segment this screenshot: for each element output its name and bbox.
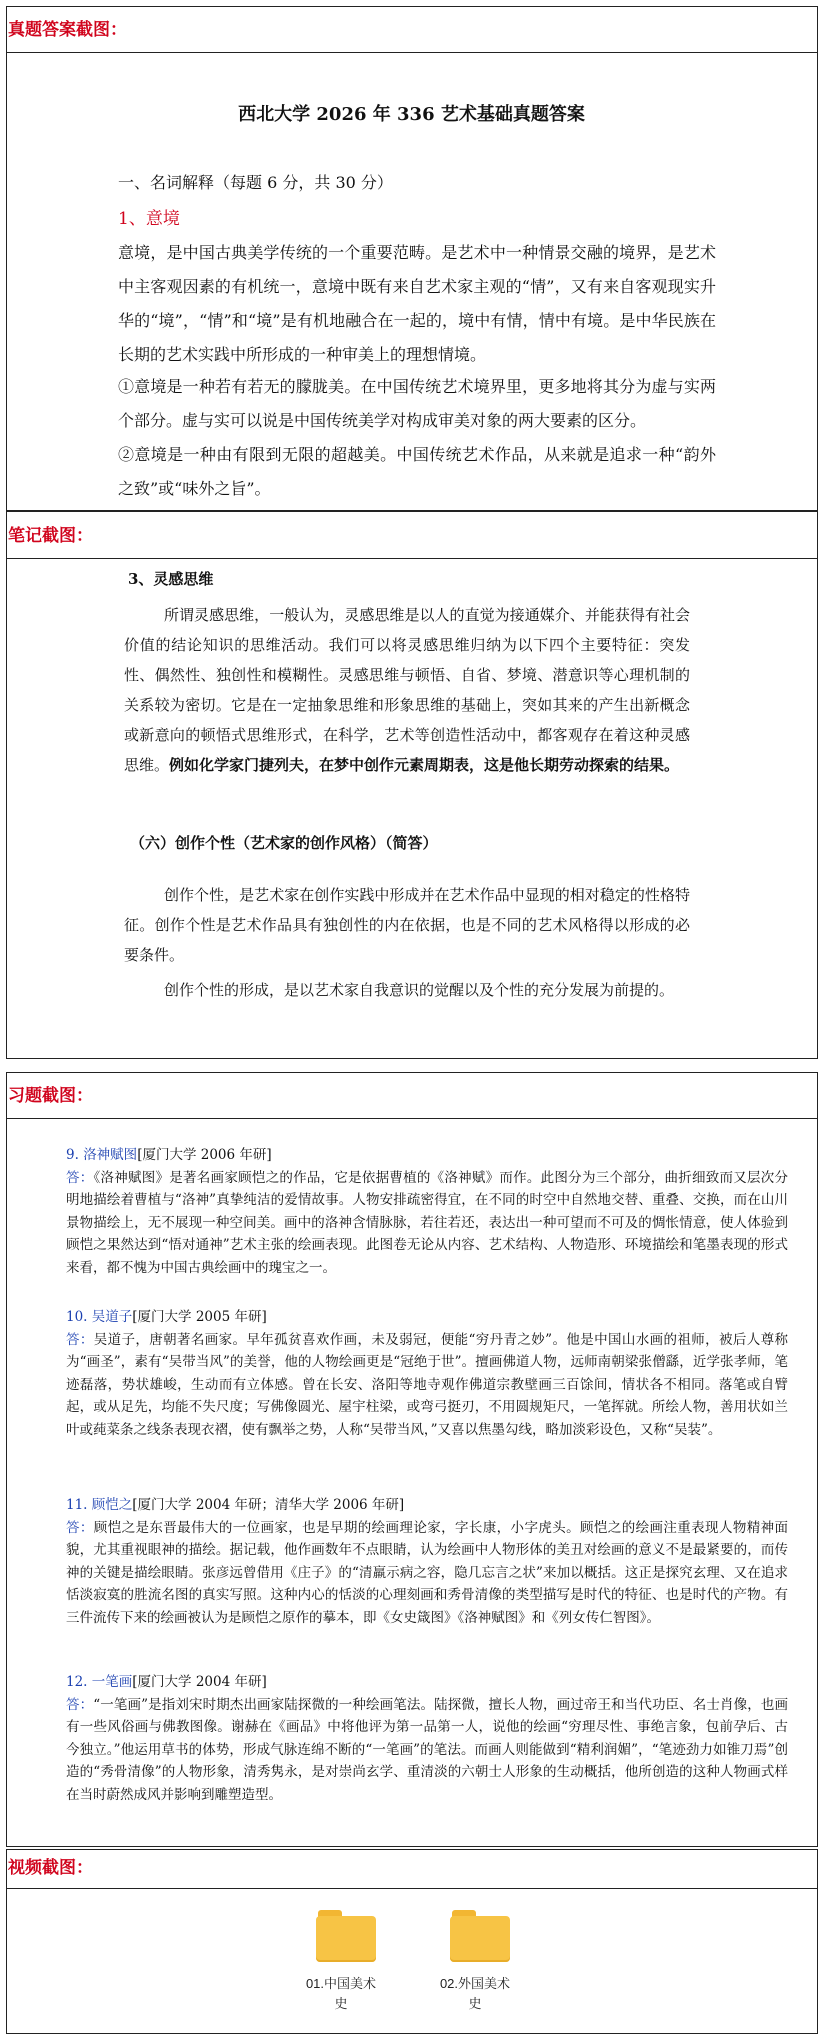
paragraph: ①意境是一种若有若无的朦胧美。在中国传统艺术境界里，更多地将其分为虚与实两个部分。虚与实可以说是中国传统美学对构成审美对象的两大要素的区分。: [118, 377, 716, 430]
answer-label: 答：: [66, 1169, 94, 1186]
paragraph: 意境，是中国古典美学传统的一个重要范畴。是艺术中一种情景交融的境界，是艺术中主客观因素的有机统一，意境中既有来自艺术家主观的“情”，又有来自客观现实升华的“境”，“情”和“境”是有机地融合在一起的，境中有情，情中有境。是中华民族在长期的艺术实践中所形成的一种审美上的理想情境。: [118, 243, 716, 364]
exercise-term: 顾恺之: [91, 1497, 133, 1513]
folder-icon[interactable]: [450, 1910, 510, 1962]
document-title: 西北大学 2026 年 336 艺术基础真题答案: [238, 104, 585, 125]
answer-label: 答：: [66, 1519, 94, 1536]
exercise-term: 洛神赋图: [83, 1147, 138, 1163]
notes-subheading: （六）创作个性（艺术家的创作风格）（简答）: [130, 834, 438, 852]
exercise-title: [66, 1306, 788, 1329]
exercise-title: [66, 1144, 788, 1167]
exercise-answer: [66, 1329, 788, 1442]
exercise-source: [厦门大学 2004 年研]: [132, 1674, 267, 1690]
answer-label: 答：: [66, 1331, 94, 1348]
exercise-number: 11.: [66, 1497, 88, 1513]
folder-body: [316, 1916, 376, 1962]
paragraph-emphasis: 例如化学家门捷列夫，在梦中创作元素周期表，这是他长期劳动探索的结果。: [169, 756, 680, 774]
divider: [6, 52, 818, 53]
video-section-header: 视频截图：: [8, 1858, 93, 1878]
folder-label[interactable]: 02.外国美术史: [439, 1976, 511, 2011]
exercise-item: [66, 1306, 788, 1441]
exercise-number: 10.: [66, 1309, 88, 1325]
folder-body: [450, 1916, 510, 1962]
folder-label[interactable]: 01.中国美术史: [305, 1976, 377, 2011]
exercise-title: [66, 1671, 788, 1694]
exercise-answer: [66, 1694, 788, 1807]
exercise-answer: [66, 1517, 788, 1630]
answer-text: 吴道子，唐朝著名画家。早年孤贫喜欢作画，未及弱冠，便能“穷丹青之妙”。他是中国山水画的祖师，被后人尊称为“画圣”，素有“吴带当风”的美誉，他的人物绘画更是“冠绝于世”。擅画佛道人物，远师南朝梁张僧繇，近学张孝师，笔迹磊落，势状雄峻，生动而有立体感。曾在长安、洛阳等地寺观作佛道宗教壁画三百馀间，情状各不相同。落笔或自臂起，或从足先，均能不失尺度；写佛像圆光、屋宇柱梁，或弯弓挺刃，不用圆规矩尺，一笔挥就。所绘人物，善用状如兰叶或莼菜条之线条表现衣褶，使有飘举之势，人称“吴带当风，”又喜以焦墨勾线，略加淡彩设色，又称“吴装”。: [66, 1331, 788, 1438]
video-section: [6, 1849, 818, 2034]
exercise-term: 一笔画: [91, 1674, 133, 1690]
exercise-answer: [66, 1167, 788, 1280]
exercise-item: [66, 1671, 788, 1806]
exercise-title: [66, 1494, 788, 1517]
exercises-section-header: 习题截图：: [8, 1086, 93, 1106]
divider: [6, 558, 818, 559]
answer-text: “一笔画”是指刘宋时期杰出画家陆探微的一种绘画笔法。陆探微，擅长人物，画过帝王和当代功臣、名士肖像，也画有一些风俗画与佛教图像。谢赫在《画品》中将他评为第一品第一人，说他的绘画“穷理尽性、事绝言象，包前孕后、古今独立。”他运用草书的体势，形成气脉连绵不断的“一笔画”的笔法。而画人则能做到“精利润媚”，“笔迹劲力如锥刀焉”创造的“秀骨清像”的人物形象，清秀隽永，是对崇尚玄学、重清淡的六朝士人形象的生动概括，他所创造的这种人物画式样在当时蔚然成风并影响到雕塑造型。: [66, 1696, 788, 1803]
notes-section-header: 笔记截图：: [8, 526, 93, 546]
term-heading: 1、意境: [118, 209, 180, 229]
answer-text: 顾恺之是东晋最伟大的一位画家，也是早期的绘画理论家，字长康，小字虎头。顾恺之的绘画注重表现人物精神面貌，尤其重视眼神的描绘。据记载，他作画数年不点眼睛，认为绘画中人物形体的美丑对绘画的意义不是最紧要的，而传神的关键是描绘眼睛。张彦远曾借用《庄子》的“清羸示病之容，隐几忘言之状”来加以概括。这正是探究玄理、又在追求恬淡寂寞的胜流名图的真实写照。这种内心的恬淡的心理刻画和秀骨清像的类型描写是时代的特征、也是时代的产物。有三件流传下来的绘画被认为是顾恺之原作的摹本，即《女史箴图》《洛神赋图》和《列女传仁智图》。: [66, 1519, 789, 1626]
paragraph: [124, 600, 690, 780]
divider: [6, 1118, 818, 1119]
notes-heading: 3、灵感思维: [128, 570, 214, 588]
divider: [6, 1888, 818, 1889]
exercise-term: 吴道子: [91, 1309, 133, 1325]
exercise-source: [厦门大学 2006 年研]: [137, 1147, 272, 1163]
section-subheading: 一、名词解释（每题 6 分，共 30 分）: [118, 173, 393, 192]
answer-label: 答：: [66, 1696, 94, 1713]
paragraph: ②意境是一种由有限到无限的超越美。中国传统艺术作品，从来就是追求一种“韵外之致”或“味外之旨”。: [118, 445, 716, 498]
answer-section-header: 真题答案截图：: [8, 20, 127, 40]
exercise-source: [厦门大学 2004 年研；清华大学 2006 年研]: [132, 1497, 405, 1513]
paragraph: 创作个性的形成，是以艺术家自我意识的觉醒以及个性的充分发展为前提的。: [164, 981, 675, 999]
exercise-item: [66, 1144, 788, 1279]
exercise-item: [66, 1494, 788, 1629]
folder-icon[interactable]: [316, 1910, 376, 1962]
exercise-source: [厦门大学 2005 年研]: [132, 1309, 267, 1325]
exercise-number: 9.: [66, 1147, 79, 1163]
paragraph: 创作个性，是艺术家在创作实践中形成并在艺术作品中显现的相对稳定的性格特征。创作个性是艺术作品具有独创性的内在依据，也是不同的艺术风格得以形成的必要条件。: [124, 886, 690, 964]
answer-text: 《洛神赋图》是著名画家顾恺之的作品，它是依据曹植的《洛神赋》而作。此图分为三个部分，曲折细致而又层次分明地描绘着曹植与“洛神”真挚纯洁的爱情故事。人物安排疏密得宜，在不同的时空中自然地交替、重叠、交换，而在山川景物描绘上，无不展现一种空间美。画中的洛神含情脉脉，若往若还，表达出一种可望而不可及的惆怅情意，使人体验到顾恺之果然达到“悟对通神”艺术主张的绘画表现。此图卷无论从内容、艺术结构、人物造形、环境描绘和笔墨表现的形式来看，都不愧为中国古典绘画中的瑰宝之一。: [66, 1169, 789, 1276]
exercise-number: 12.: [66, 1674, 88, 1690]
paragraph-text: 所谓灵感思维，一般认为，灵感思维是以人的直觉为接通媒介、并能获得有社会价值的结论知识的思维活动。我们可以将灵感思维归纳为以下四个主要特征：突发性、偶然性、独创性和模糊性。灵感思维与顿悟、自省、梦境、潜意识等心理机制的关系较为密切。它是在一定抽象思维和形象思维的基础上，突如其来的产生出新概念或新意向的顿悟式思维形式，在科学，艺术等创造性活动中，都客观存在着这种灵感思维。: [124, 606, 690, 774]
